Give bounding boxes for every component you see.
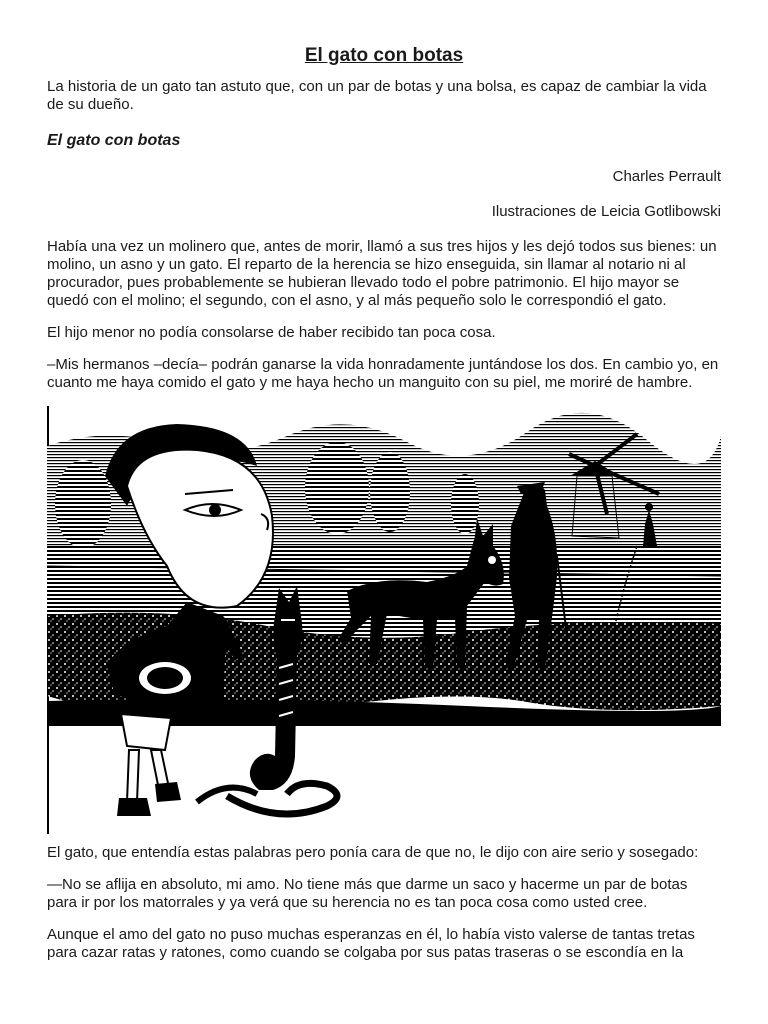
story-illustration: [47, 406, 721, 834]
illustrator-line: Ilustraciones de Leicia Gotlibowski: [491, 203, 721, 220]
document-page: [47, 40, 721, 976]
story-paragraph: Había una vez un molinero que, antes de morir, llamó a sus tres hijos y les dejó todos sus bienes: un molino, un asno y un gato. El reparto de la herencia se hizo enseguida, sin llamar al notario ni al procurador, pues probablemente se hubieran llevado todo el pobre patrimonio. El hijo mayor se quedó con el molino; el segundo, con el asno, y al más pequeño solo le correspondió el gato.: [47, 238, 717, 309]
story-paragraph: —No se aflija en absoluto, mi amo. No tiene más que darme un saco y hacerme un par de botas para ir por los matorrales y ya verá que su herencia no es tan poca cosa como usted cree.: [47, 876, 688, 911]
story-subtitle: El gato con botas: [47, 132, 181, 149]
story-paragraph: –Mis hermanos –decía– podrán ganarse la vida honradamente juntándose los dos. En cambio yo, en cuanto me haya comido el gato y me haya hecho un manguito con su piel, me moriré de hambre.: [47, 356, 719, 391]
tree-shape: [451, 474, 479, 534]
story-paragraph: El gato, que entendía estas palabras pero ponía cara de que no, le dijo con aire serio y sosegado:: [47, 844, 699, 861]
tree-shape: [55, 460, 111, 548]
story-paragraph: El hijo menor no podía consolarse de haber recibido tan poca cosa.: [47, 324, 496, 341]
intro-paragraph: La historia de un gato tan astuto que, con un par de botas y una bolsa, es capaz de cambiar la vida de su dueño.: [47, 78, 707, 113]
distant-figure-head: [645, 503, 653, 511]
tree-shape: [305, 442, 369, 534]
page-title: El gato con botas: [304, 45, 464, 66]
author-line: Charles Perrault: [612, 168, 721, 185]
tree-shape: [370, 452, 410, 532]
story-paragraph: Aunque el amo del gato no puso muchas esperanzas en él, lo había visto valerse de tantas tretas para cazar ratas y ratones, como cuando se colgaba por sus patas traseras o se escondía en la: [47, 926, 695, 961]
